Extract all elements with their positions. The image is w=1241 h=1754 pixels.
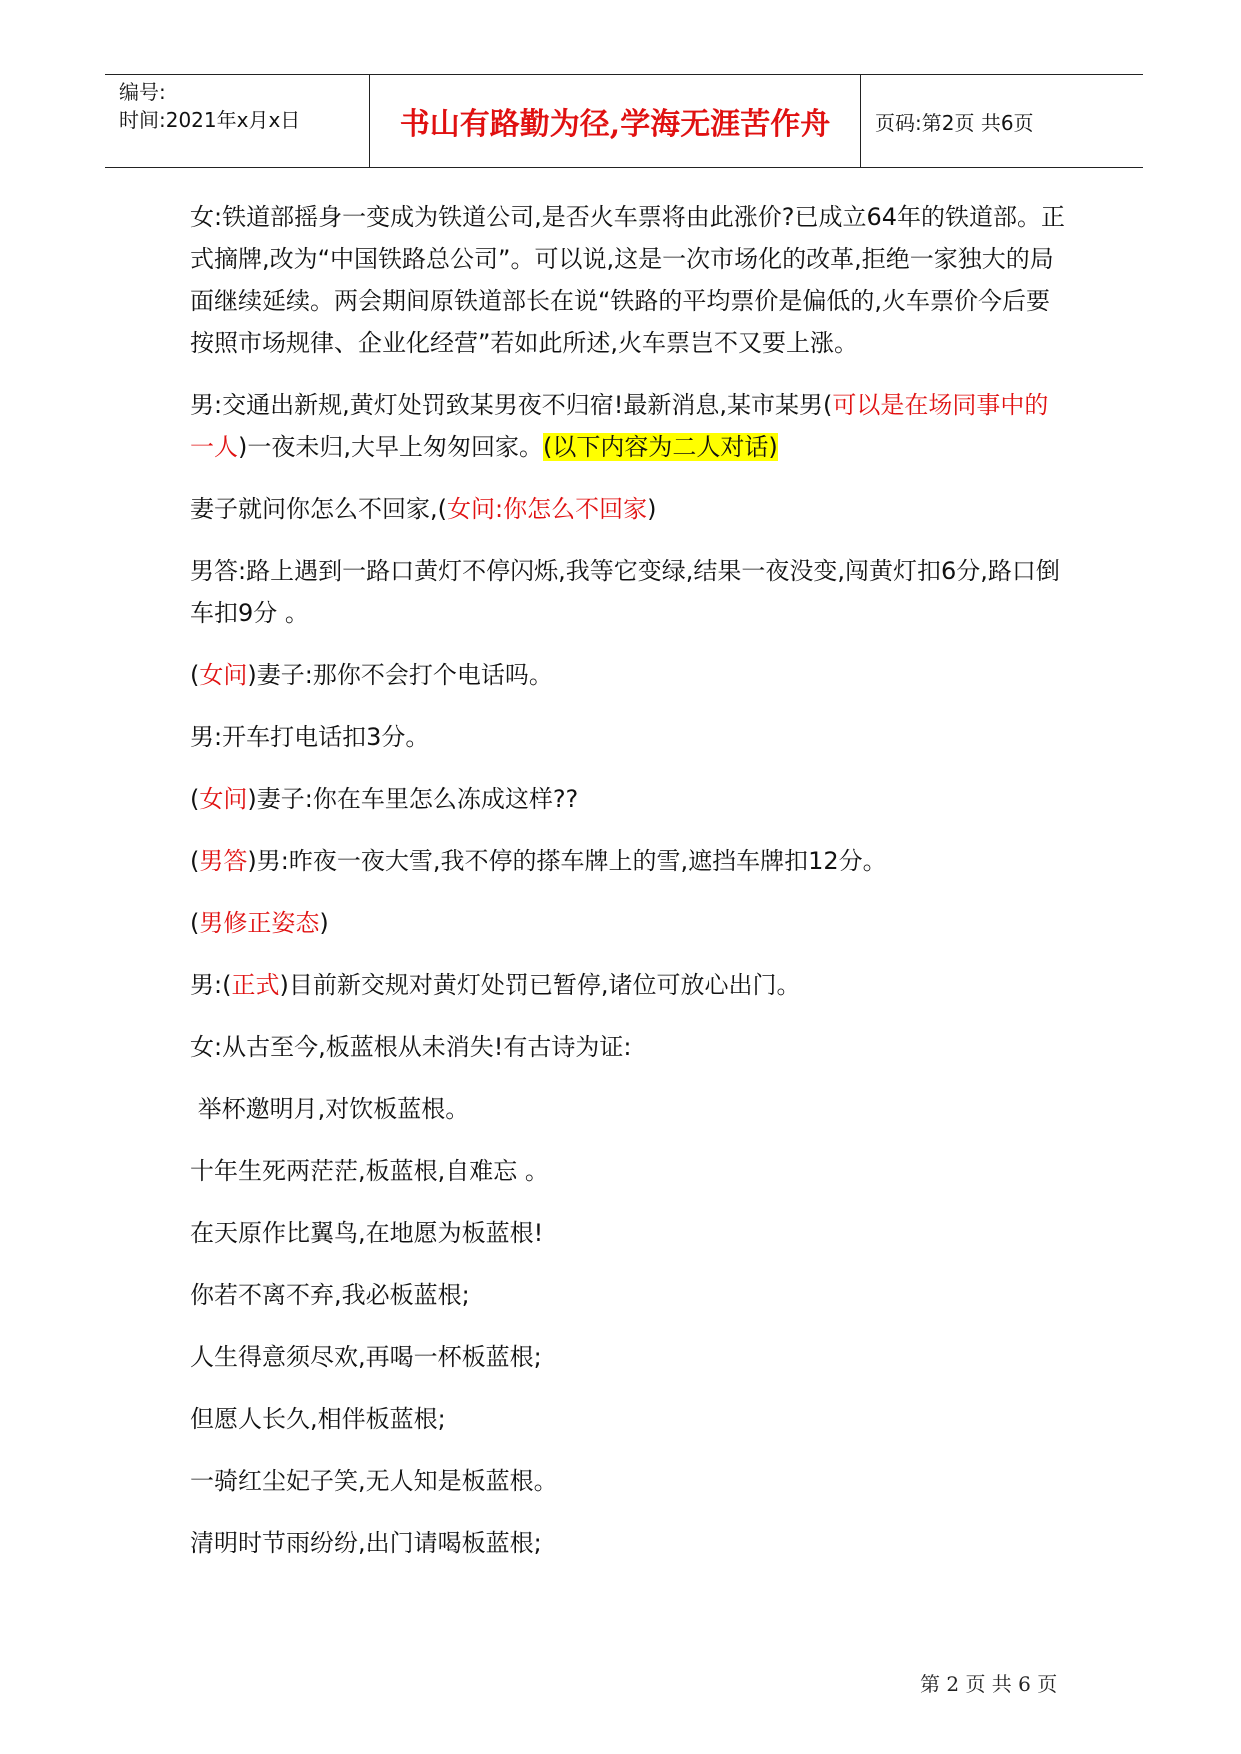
document-body xyxy=(190,196,1070,1584)
poem-line: 在天原作比翼鸟,在地愿为板蓝根! xyxy=(190,1219,544,1247)
page-header xyxy=(105,74,1143,168)
header-meta xyxy=(119,78,359,134)
stage-note: 男修正姿态 xyxy=(199,909,320,937)
paragraph-man-phone: 男:开车打电话扣3分。 xyxy=(190,723,430,751)
paragraph-formal: 男:(正式)目前新交规对黄灯处罚已暂停,诸位可放心出门。 xyxy=(190,971,801,999)
paragraph-wife-phone: (女问)妻子:那你不会打个电话吗。 xyxy=(190,661,553,689)
poem-line: 清明时节雨纷纷,出门请喝板蓝根; xyxy=(190,1529,542,1557)
header-page-info: 页码:第2页 共6页 xyxy=(875,110,1034,135)
document-time-label: 时间:2021年x月x日 xyxy=(119,108,301,132)
document-number-label: 编号: xyxy=(119,80,166,104)
poem-line: 一骑红尘妃子笑,无人知是板蓝根。 xyxy=(190,1467,558,1495)
poem-line: 人生得意须尽欢,再喝一杯板蓝根; xyxy=(190,1343,542,1371)
header-divider-right xyxy=(860,74,861,168)
stage-note: 女问 xyxy=(199,661,248,689)
poem-line: 你若不离不弃,我必板蓝根; xyxy=(190,1281,470,1309)
paragraph-posture: (男修正姿态) xyxy=(190,909,329,937)
paragraph-traffic-news: 男:交通出新规,黄灯处罚致某男夜不归宿!最新消息,某市某男(可以是在场同事中的一人)一夜未归,大早上匆匆回家。(以下内容为二人对话) xyxy=(190,391,1049,461)
paragraph-railway: 女:铁道部摇身一变成为铁道公司,是否火车票将由此涨价?已成立64年的铁道部。正式摘牌,改为“中国铁路总公司”。可以说,这是一次市场化的改革,拒绝一家独大的局面继续延续。两会期间原铁道部长在说“铁路的平均票价是偏低的,火车票价今后要按照市场规律、企业化经营”若如此所述,火车票岂不又要上涨。 xyxy=(190,203,1065,357)
stage-note: 女问:你怎么不回家 xyxy=(447,495,648,523)
paragraph-man-answers: 男答:路上遇到一路口黄灯不停闪烁,我等它变绿,结果一夜没变,闯黄灯扣6分,路口倒车扣9分 。 xyxy=(190,557,1060,627)
stage-note: 男答 xyxy=(199,847,248,875)
page-footer: 第 2 页 共 6 页 xyxy=(920,1672,1058,1696)
stage-note: 可以是在场同事中的一人 xyxy=(190,391,1049,461)
poem-line: 但愿人长久,相伴板蓝根; xyxy=(190,1405,446,1433)
highlighted-note: (以下内容为二人对话) xyxy=(543,433,778,461)
paragraph-wife-asks: 妻子就问你怎么不回家,(女问:你怎么不回家) xyxy=(190,495,657,523)
stage-note: 女问 xyxy=(199,785,248,813)
header-divider-left xyxy=(369,74,370,168)
header-motto: 书山有路勤为径,学海无涯苦作舟 xyxy=(399,107,831,142)
stage-note: 正式 xyxy=(231,971,280,999)
paragraph-man-snow: (男答)男:昨夜一夜大雪,我不停的搽车牌上的雪,遮挡车牌扣12分。 xyxy=(190,847,887,875)
poem-line: 十年生死两茫茫,板蓝根,自难忘 。 xyxy=(190,1157,549,1185)
paragraph-wife-frozen: (女问)妻子:你在车里怎么冻成这样?? xyxy=(190,785,579,813)
poem-line: 举杯邀明月,对饮板蓝根。 xyxy=(190,1095,470,1123)
paragraph-banlangen-intro: 女:从古至今,板蓝根从未消失!有古诗为证: xyxy=(190,1033,632,1061)
